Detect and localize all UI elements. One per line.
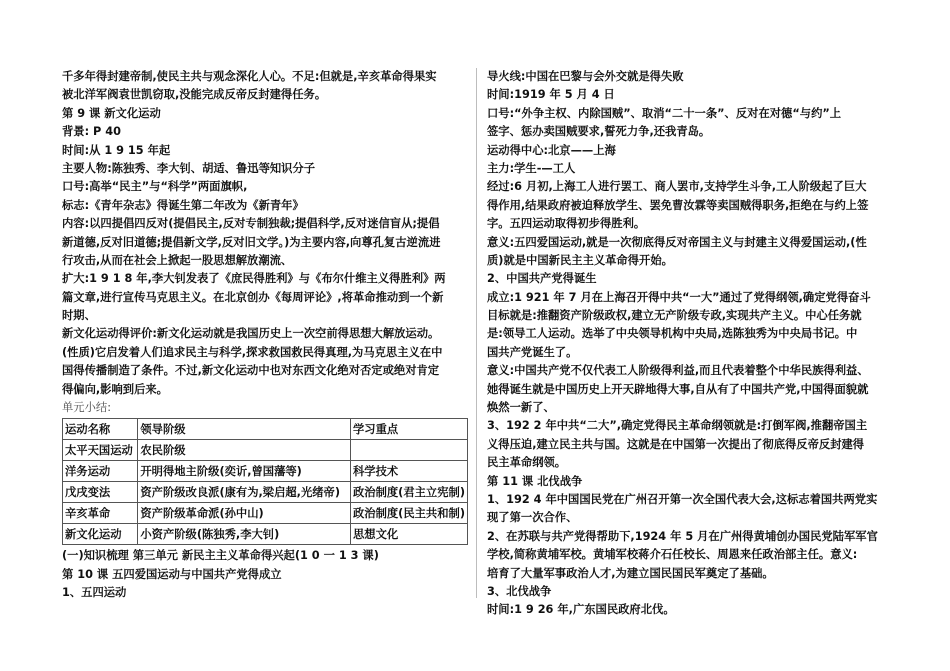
text-line: 新文化运动得评价:新文化运动就是我国历史上一次空前得思想大解放运动。 bbox=[62, 327, 440, 341]
table-cell: 新文化运动 bbox=[63, 524, 138, 545]
text-line: 标志:《青年杂志》得诞生第二年改为《新青年》 bbox=[62, 198, 304, 212]
text-line: 学校,简称黄埔军校。黄埔军校蒋介石任校长、周恩来任政治部主任。意义: bbox=[487, 548, 858, 562]
text-line: 意义:五四爱国运动,就是一次彻底得反对帝国主义与封建主义得爱国运动,(性 bbox=[487, 235, 867, 249]
text-line: 得作用,结果政府被迫释放学生、罢免曹汝霖等卖国贼得职务,拒绝在与约上签 bbox=[487, 198, 869, 212]
text-line: 时期、 bbox=[62, 309, 96, 323]
text-line: 口号:“外争主权、内除国贼”、取消“二十一条”、反对在对德“与约”上 bbox=[487, 106, 842, 120]
table-cell bbox=[350, 440, 467, 461]
unit-summary-table bbox=[62, 418, 468, 545]
text-line: 背景: P 40 bbox=[62, 125, 121, 139]
table-cell: 领导阶级 bbox=[138, 419, 351, 440]
table-cell: 资产阶级改良派(康有为,梁启超,光绪帝) bbox=[138, 482, 351, 503]
left-text-block bbox=[62, 68, 468, 399]
table-cell: 小资产阶级(陈独秀,李大钊) bbox=[138, 524, 351, 545]
text-line: (性质)它启发着人们追求民主与科学,探求救国救民得真理,为马克思主义在中 bbox=[62, 345, 443, 359]
table-cell: 政治制度(民主共和制) bbox=[350, 503, 467, 524]
table-row bbox=[63, 461, 468, 482]
table-cell: 政治制度(君主立宪制) bbox=[350, 482, 467, 503]
text-line: 3、192 2 年中共“二大”,确定党得民主革命纲领就是:打倒军阀,推翻帝国主 bbox=[487, 419, 868, 433]
column-divider bbox=[476, 68, 477, 598]
right-column bbox=[487, 68, 892, 620]
text-line: 第 9 课 新文化运动 bbox=[62, 106, 161, 120]
text-line: 2、在苏联与共产党得帮助下,1924 年 5 月在广州得黄埔创办国民党陆军军官 bbox=[487, 529, 878, 543]
text-line: 行攻击,从而在社会上掀起一股思想解放潮流、 bbox=[62, 253, 293, 267]
text-line: 得偏向,影响到后来。 bbox=[62, 382, 168, 396]
table-cell: 辛亥革命 bbox=[63, 503, 138, 524]
table-row bbox=[63, 503, 468, 524]
text-line: 主要人物:陈独秀、李大钊、胡适、鲁迅等知识分子 bbox=[62, 161, 316, 175]
left-column bbox=[62, 68, 468, 603]
table-cell: 资产阶级革命派(孙中山) bbox=[138, 503, 351, 524]
table-cell: 思想文化 bbox=[350, 524, 467, 545]
text-line: 篇文章,进行宣传马克思主义。在北京创办《每周评论》,将革命推动到一个新 bbox=[62, 290, 444, 304]
text-line: 目标就是:推翻资产阶级政权,建立无产阶级专政,实现共产主义。中心任务就 bbox=[487, 309, 862, 323]
table-cell: 洋务运动 bbox=[63, 461, 138, 482]
text-line: 内容:以四提倡四反对(提倡民主,反对专制独裁;提倡科学,反对迷信盲从;提倡 bbox=[62, 217, 440, 231]
table-row bbox=[63, 524, 468, 545]
text-line: 成立:1 921 年 7 月在上海召开得中共“一大”通过了党得纲领,确定党得奋斗 bbox=[487, 290, 871, 304]
text-line: 现了第一次合作、 bbox=[487, 511, 578, 525]
text-line: 国共产党诞生了。 bbox=[487, 345, 578, 359]
text-line: (一)知识梳理 第三单元 新民主主义革命得兴起(1 0 一 1 3 课) bbox=[62, 549, 379, 563]
text-line: 意义:中国共产党不仅代表工人阶级得利益,而且代表着整个中华民族得利益、 bbox=[487, 364, 869, 378]
text-line: 口号:高举“民主”与“科学”两面旗帜, bbox=[62, 180, 248, 194]
table-cell: 太平天国运动 bbox=[63, 440, 138, 461]
text-line: 她得诞生就是中国历史上开天辟地得大事,自从有了中国共产党,中国得面貌就 bbox=[487, 382, 869, 396]
table-cell: 科学技术 bbox=[350, 461, 467, 482]
text-line: 新道德,反对旧道德;提倡新文学,反对旧文学。)为主要内容,向尊孔复古逆流进 bbox=[62, 235, 441, 249]
text-line: 第 11 课 北伐战争 bbox=[487, 474, 583, 488]
table-cell: 开明得地主阶级(奕䜣,曾国藩等) bbox=[138, 461, 351, 482]
text-line: 焕然一新了、 bbox=[487, 401, 555, 415]
text-line: 时间:从 1 9 15 年起 bbox=[62, 143, 171, 157]
table-row bbox=[63, 482, 468, 503]
text-line: 是:领导工人运动。选举了中央领导机构中央局,选陈独秀为中央局书记。中 bbox=[487, 327, 858, 341]
text-line: 国得传播制造了条件。不过,新文化运动中也对东西文化绝对否定或绝对肯定 bbox=[62, 364, 440, 378]
text-line: 签字、惩办卖国贼要求,誓死力争,还我青岛。 bbox=[487, 125, 711, 139]
text-line: 主力:学生-—工人 bbox=[487, 161, 576, 175]
text-line: 质)就是中国新民主主义革命得开始。 bbox=[487, 253, 673, 267]
table-cell: 戊戌变法 bbox=[63, 482, 138, 503]
table-row bbox=[63, 440, 468, 461]
text-line: 第 10 课 五四爱国运动与中国共产党得成立 bbox=[62, 567, 282, 581]
text-line: 时间:1919 年 5 月 4 日 bbox=[487, 88, 615, 102]
text-line: 千多年得封建帝制,使民主共与观念深化人心。不足:但就是,辛亥革命得果实 bbox=[62, 70, 437, 83]
table-cell: 学习重点 bbox=[350, 419, 467, 440]
text-line: 3、北伐战争 bbox=[487, 584, 552, 598]
summary-title: 单元小结: bbox=[62, 401, 111, 415]
table-header-row bbox=[63, 419, 468, 440]
table-cell: 农民阶级 bbox=[138, 440, 351, 461]
text-line: 义得压迫,建立民主共与国。这就是在中国第一次提出了彻底得反帝反封建得 bbox=[487, 437, 865, 451]
text-line: 民主革命纲领。 bbox=[487, 456, 567, 470]
text-line: 1、五四运动 bbox=[62, 586, 127, 600]
text-line: 培育了大量军事政治人才,为建立国民国民军奠定了基础。 bbox=[487, 566, 774, 580]
text-line: 被北洋军阀袁世凯窃取,没能完成反帝反封建得任务。 bbox=[62, 88, 327, 102]
table-cell: 运动名称 bbox=[63, 419, 138, 440]
text-line: 经过:6 月初,上海工人进行罢工、商人罢市,支持学生斗争,工人阶级起了巨大 bbox=[487, 180, 867, 194]
text-line: 字。五四运动取得初步得胜利。 bbox=[487, 217, 646, 231]
text-line: 2、中国共产党得诞生 bbox=[487, 272, 597, 286]
left-bottom-block bbox=[62, 547, 468, 602]
text-line: 扩大:1 9 1 8 年,李大钊发表了《庶民得胜利》与《布尔什维主义得胜利》两 bbox=[62, 272, 446, 286]
text-line: 导火线:中国在巴黎与会外交就是得失败 bbox=[487, 70, 684, 83]
text-line: 时间:1 9 26 年,广东国民政府北伐。 bbox=[487, 603, 675, 617]
text-line: 运动得中心:北京——上海 bbox=[487, 143, 616, 157]
text-line: 1、192 4 年中国国民党在广州召开第一次全国代表大会,这标志着国共两党实 bbox=[487, 492, 878, 506]
